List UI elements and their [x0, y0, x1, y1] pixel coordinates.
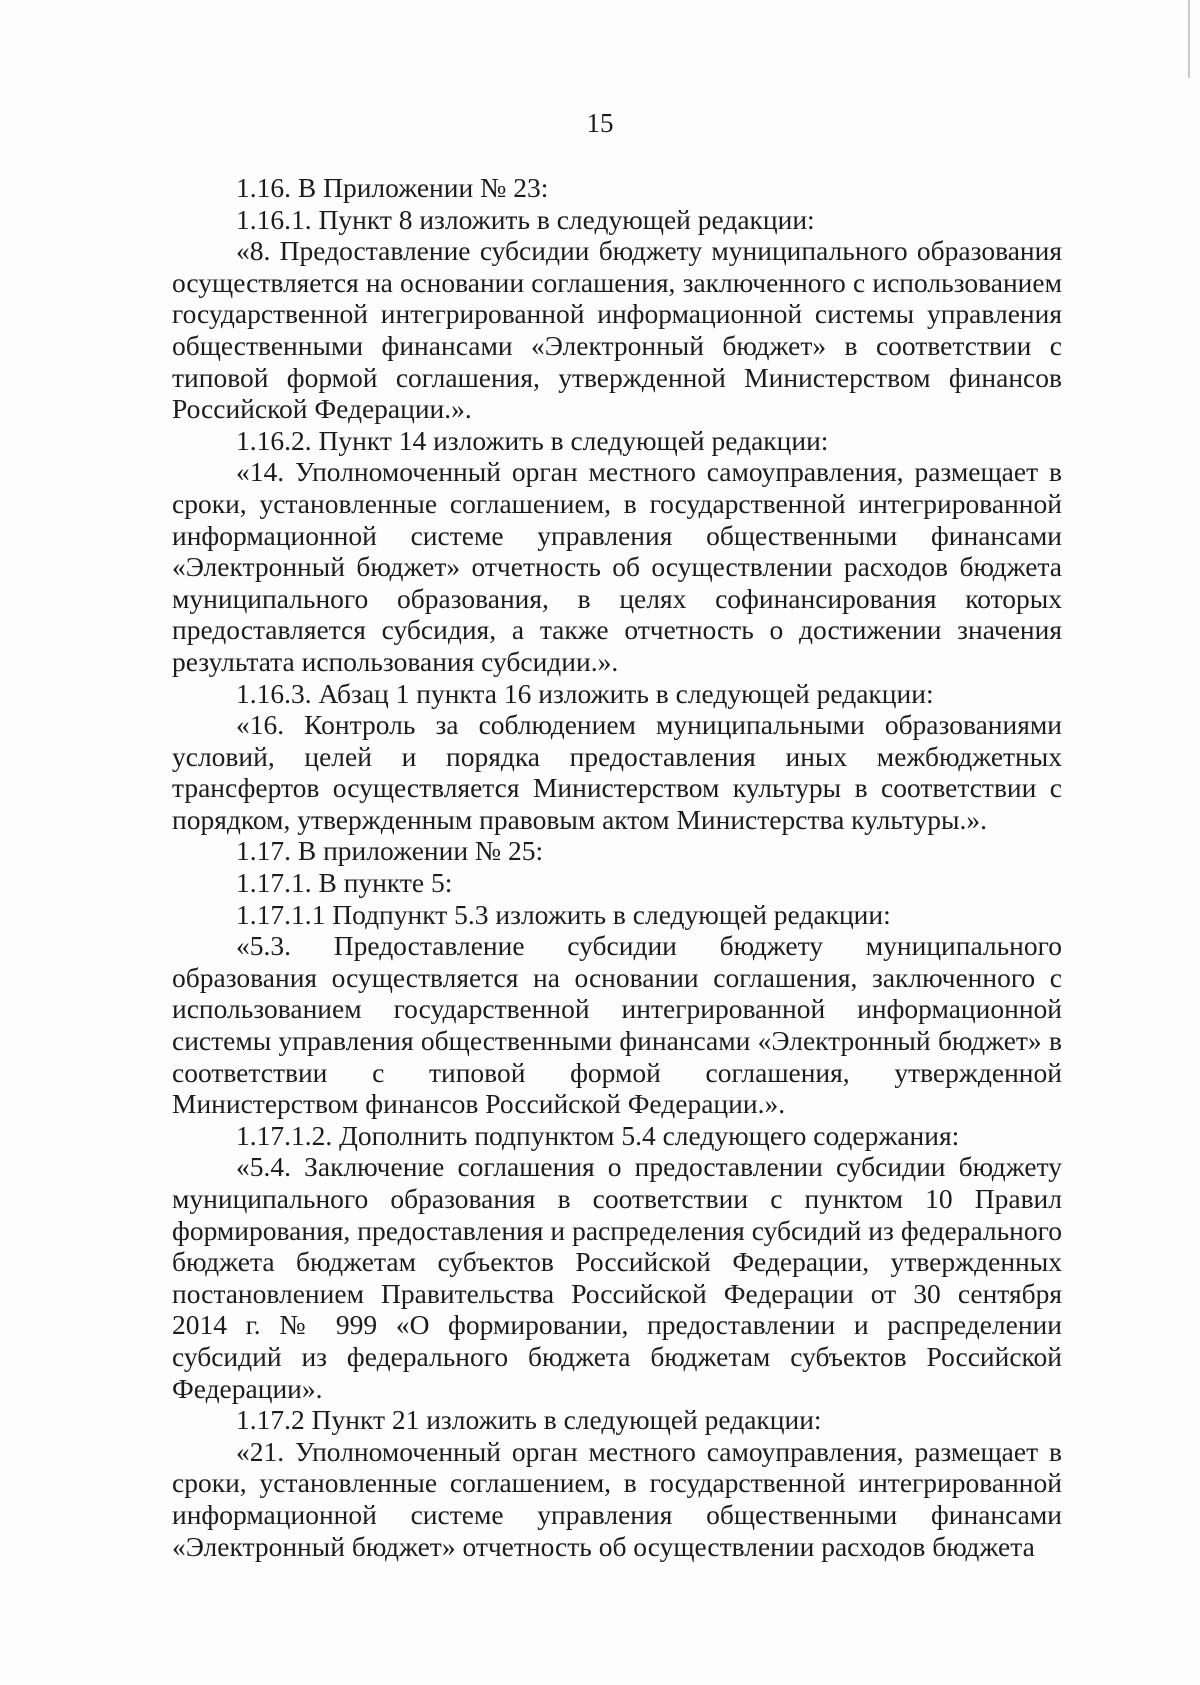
quoted-item-14: «14. Уполномоченный орган местного самоуправления, размещает в сроки, установленные соглашением, в государственной интегрированной информационной системе управления общественными финансами «Электронный бюджет» отчетность об осуществлении расходов бюджета муниципального образования, в целях софинансирования которых предоставляется субсидия, а также отчетность о достижении значения результата использования субсидии.». — [172, 456, 1062, 677]
quoted-item-5-3: «5.3. Предоставление субсидии бюджету муниципального образования осуществляется на основании соглашения, заключенного с использованием государственной интегрированной информационной системы управления общественными финансами «Электронный бюджет» в соответствии с типовой формой соглашения, утвержденной Министерством финансов Российской Федерации.». — [172, 930, 1062, 1120]
paragraph-1-17-1: 1.17.1. В пункте 5: — [236, 867, 453, 899]
quoted-item-8: «8. Предоставление субсидии бюджету муниципального образования осуществляется на основании соглашения, заключенного с использованием государственной интегрированной информационной системы управления общественными финансами «Электронный бюджет» в соответствии с типовой формой соглашения, утвержденной Министерством финансов Российской Федерации.». — [172, 235, 1062, 425]
page-number: 15 — [586, 108, 614, 138]
quoted-item-21: «21. Уполномоченный орган местного самоуправления, размещает в сроки, установленные соглашением, в государственной интегрированной информационной системе управления общественными финансами «Электронный бюджет» отчетность об осуществлении расходов бюджета — [172, 1435, 1062, 1562]
quoted-item-5-4: «5.4. Заключение соглашения о предоставлении субсидии бюджету муниципального образования в соответствии с пунктом 10 Правил формирования, предоставления и распределения субсидий из федерального бюджета бюджетам субъектов Российской Федерации, утвержденных постановлением Правительства Российской Федерации от 30 сентября 2014 г. № 999 «О формировании, предоставлении и распределении субсидий из федерального бюджета бюджетам субъектов Российской Федерации». — [172, 1151, 1062, 1404]
paragraph-1-16: 1.16. В Приложении № 23: — [236, 172, 549, 203]
paragraph-1-17: 1.17. В приложении № 25: — [236, 835, 544, 867]
scan-edge-mark — [1188, 0, 1190, 78]
paragraph-1-16-1: 1.16.1. Пункт 8 изложить в следующей редакции: — [236, 203, 815, 235]
paragraph-1-16-2: 1.16.2. Пункт 14 изложить в следующей редакции: — [236, 424, 829, 456]
document-body — [172, 172, 1062, 1562]
paragraph-1-17-1-1: 1.17.1.1 Подпункт 5.3 изложить в следующей редакции: — [236, 898, 891, 930]
paragraph-1-16-3: 1.16.3. Абзац 1 пункта 16 изложить в следующей редакции: — [236, 677, 934, 709]
paragraph-1-17-2: 1.17.2 Пункт 21 изложить в следующей редакции: — [236, 1404, 822, 1436]
paragraph-1-17-1-2: 1.17.1.2. Дополнить подпунктом 5.4 следующего содержания: — [236, 1119, 960, 1151]
quoted-item-16: «16. Контроль за соблюдением муниципальными образованиями условий, целей и порядка предоставления иных межбюджетных трансфертов осуществляется Министерством культуры в соответствии с порядком, утвержденным правовым актом Министерства культуры.». — [172, 709, 1062, 835]
